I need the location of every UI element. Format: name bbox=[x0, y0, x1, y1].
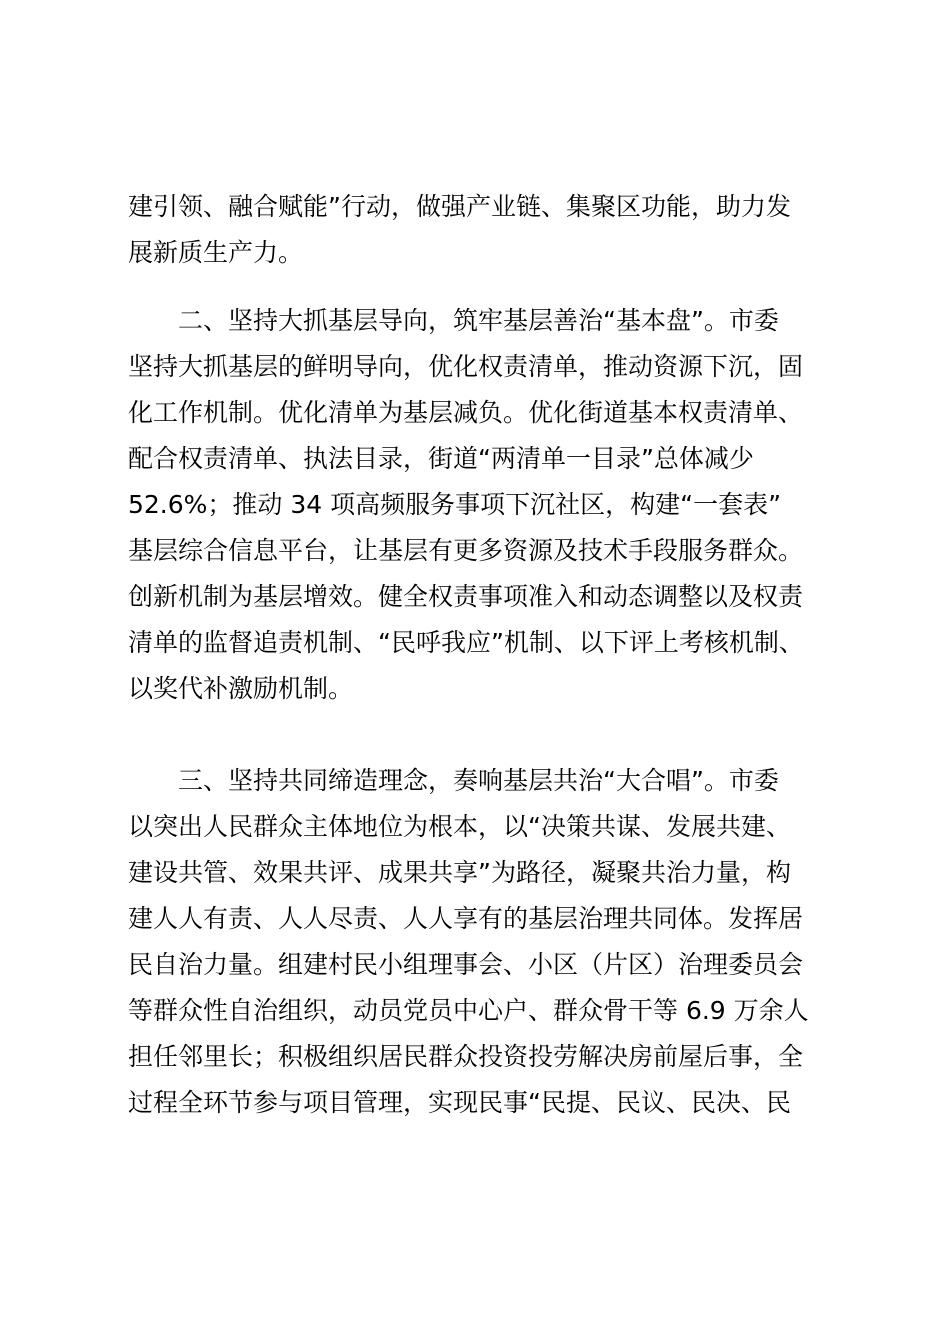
text-line: 展新质生产力。 bbox=[128, 238, 304, 267]
paragraph-section-two bbox=[128, 298, 838, 712]
text-line: 担任邻里长；积极组织居民群众投资投劳解决房前屋后事，全 bbox=[128, 1042, 804, 1071]
text-line: 52.6%；推动 34 项高频服务事项下沉社区，构建“一套表” bbox=[128, 490, 782, 519]
paragraph-section-three bbox=[128, 758, 838, 1126]
text-line: 建设共管、效果共评、成果共享”为路径，凝聚共治力量，构 bbox=[128, 858, 791, 887]
text-line: 清单的监督追责机制、“民呼我应”机制、以下评上考核机制、 bbox=[128, 628, 804, 657]
text-line: 民自治力量。组建村民小组理事会、小区（片区）治理委员会 bbox=[128, 950, 804, 979]
text-line: 二、坚持大抓基层导向，筑牢基层善治“基本盘”。市委 bbox=[178, 306, 779, 335]
text-line: 三、坚持共同缔造理念，奏响基层共治“大合唱”。市委 bbox=[178, 766, 779, 795]
text-line: 以奖代补激励机制。 bbox=[128, 674, 354, 703]
paragraph-continuation bbox=[128, 184, 838, 276]
text-line: 创新机制为基层增效。健全权责事项准入和动态调整以及权责 bbox=[128, 582, 804, 611]
text-line: 配合权责清单、执法目录，街道“两清单一目录”总体减少 bbox=[128, 444, 754, 473]
text-line: 建人人有责、人人尽责、人人享有的基层治理共同体。发挥居 bbox=[128, 904, 804, 933]
text-line: 以突出人民群众主体地位为根本，以“决策共谋、发展共建、 bbox=[128, 812, 791, 841]
text-line: 坚持大抓基层的鲜明导向，优化权责清单，推动资源下沉，固 bbox=[128, 352, 804, 381]
text-line: 等群众性自治组织，动员党员中心户、群众骨干等 6.9 万余人 bbox=[128, 996, 809, 1025]
text-line: 建引领、融合赋能”行动，做强产业链、集聚区功能，助力发 bbox=[128, 192, 791, 221]
text-line: 基层综合信息平台，让基层有更多资源及技术手段服务群众。 bbox=[128, 536, 804, 565]
text-line: 化工作机制。优化清单为基层减负。优化街道基本权责清单、 bbox=[128, 398, 804, 427]
text-line: 过程全环节参与项目管理，实现民事“民提、民议、民决、民 bbox=[128, 1088, 791, 1117]
